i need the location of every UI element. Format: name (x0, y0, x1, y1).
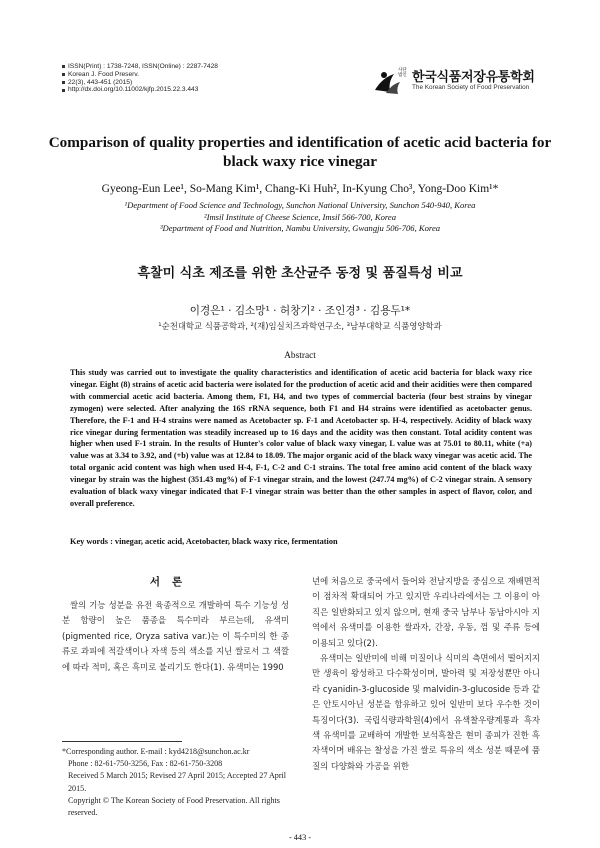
society-logo (372, 64, 542, 98)
logo-prefix: 사단법인 (398, 68, 407, 78)
paper-title: Comparison of quality properties and identification of acetic acid bacteria for black waxy rice vinegar (48, 134, 552, 170)
society-name-ko: 한국식품저장유통학회 (412, 70, 535, 85)
footnote-divider (62, 741, 182, 742)
body-column-right (312, 574, 540, 774)
body-column-left (62, 598, 289, 675)
page-number: - 443 - (288, 833, 312, 842)
affiliations-en (40, 200, 560, 235)
authors-en: Gyeong-Eun Lee¹, So-Mang Kim¹, Chang-Ki Huh², In-Kyung Cho³, Yong-Doo Kim¹* (101, 183, 499, 195)
body-paragraph: 유색미는 일반미에 비해 미질이나 식미의 측면에서 떨어지지만 생육이 왕성하고 다수확성이며, 발아력 및 저장성뿐만 아니라 cyanidin-3-glucoside 및 malvidin-3-glucoside 등과 같은 안토시아닌 성분을 함유하고 있어 일반미 보다 우수한 것이 특징이다(3). 국립식량과학원(4)에서 유색찰우량계통과 흑자색 유색미를 교배하여 개발한 보석흑찰은 현미 종피가 진한 흑자색이며 배유는 찰성을 가진 쌀로 특유의 색소 성분 때문에 품질의 다양화와 가공을 위한 (312, 653, 540, 771)
affiliation-1: ¹Department of Food Science and Technology, Sunchon National University, Sunchon 540-940, Korea (124, 200, 476, 210)
received-dates: Received 5 March 2015; Revised 27 April 2015; Accepted 27 April 2015. (68, 771, 287, 793)
abstract-body: This study was carried out to investigate the quality characteristics and identification of acetic acid bacteria for black waxy rice vinegar. Eight (8) strains of acetic acid bacteria were isolated for the production of acetic acid and their acidities were then compared with commercial acetic acid bacteria. Among them, F1, H4, and two types of commercial bacteria (four best strains by vinegar zymogen) were selected. After analyzing the 16S rRNA sequence, both F1 and H4 strains were identified as acetobacter genus. Therefore, the F-1 and H-4 strains were named as Acetobacter sp. F-1 and Acetobacter sp. H-4, respectively. Acidity of black waxy rice vinegar during fermentation was steadily increased up to 16 days and the acidity was then constant. Total acidity content was higher when used F-1 strain. In the results of Hunter's color value of black waxy vinegar, L value was at 75.01 to 80.11, white (+a) value was at 3.34 to 3.92, and (+b) value was at 12.84 to 18.09. The major organic acid of the black waxy vinegar was acetic acid. The total organic acid content was high when used H-4, F-1, C-2 and C-1 strains. The total free amino acid content of the black waxy vinegar by strain was the highest (351.43 mg%) of F-1 vinegar strain, and the lowest (247.74 mg%) of C-2 vinegar strain. A sensory evaluation of black waxy vinegar indicated that F-1 vinegar strain was better than the other samples in aspect of flavor, color, and overall preference. (70, 368, 532, 508)
authors-ko: 이경은¹ · 김소망¹ · 허창기² · 조인경³ · 김용두¹* (189, 305, 411, 317)
issn-line: ISSN(Print) : 1738-7248, ISSN(Online) : 2287-7428 (68, 63, 218, 70)
journal-header (62, 63, 218, 94)
keywords: Key words : vinegar, acetic acid, Acetobacter, black waxy rice, fermentation (70, 537, 338, 546)
body-paragraph: 쌀의 기능 성분을 유전 육종적으로 개발하여 특수 기능성 성분 함량이 높은 품종을 특수미라 부르는데, 유색미 (pigmented rice, Oryza sativa var.)는 이 특수미의 한 종류로 과피에 적갈색이나 자색 등의 색소를 지닌 쌀로서 그 색깔에 따라 적미, 혹은 흑미로 불리기도 한다(1). 유색미는 1990 (62, 600, 289, 672)
contact-phone-fax: Phone : 82-61-750-3256, Fax : 82-61-750-3208 (68, 759, 223, 769)
body-paragraph: 년에 처음으로 중국에서 들어와 전남지방을 중심으로 재배면적이 점차적 확대되어 가고 있지만 우리나라에서는 그 이용이 아직은 일반화되고 있지 않으며, 현재 중국 남부나 동남아시아 지역에서 유색미를 이용한 쌀과자, 간장, 우동, 껌 및 주류 등에 이용되고 있다(2). (312, 576, 540, 648)
footnote (62, 746, 289, 819)
doi-link[interactable]: http://dx.doi.org/10.11002/kjfp.2015.22.3.443 (68, 86, 199, 94)
society-name-en: The Korean Society of Food Preservation (412, 84, 530, 91)
affiliation-ko: ¹순천대학교 식품공학과, ²(재)임실치즈과학연구소, ³남부대학교 식품영양학과 (158, 321, 442, 331)
abstract-heading: Abstract (284, 351, 316, 361)
affiliation-2: ²Imsil Institute of Cheese Science, Imsil 566-700, Korea (204, 211, 396, 222)
copyright: Copyright © The Korean Society of Food Preservation. All rights reserved. (68, 795, 280, 818)
journal-name: Korean J. Food Preserv. (68, 70, 139, 78)
affiliation-3: ³Department of Food and Nutrition, Nambu University, Gwangju 506-706, Korea (159, 223, 441, 233)
corresponding-author: *Corresponding author. E-mail : kyd4218@sunchon.ac.kr (62, 747, 250, 756)
section-title-introduction: 서론 (149, 576, 195, 588)
paper-title-ko: 흑찰미 식초 제조를 위한 초산균주 동정 및 품질특성 비교 (137, 266, 463, 281)
volume-issue: 22(3), 443-451 (2015) (68, 78, 133, 86)
